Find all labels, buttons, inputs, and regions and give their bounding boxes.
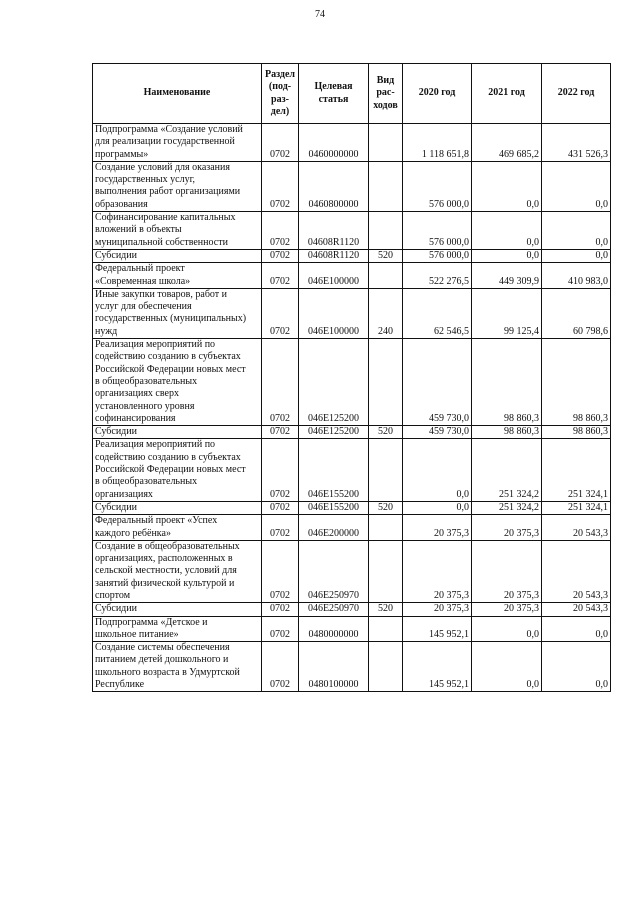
row-name-cell: Субсидии [93,426,262,439]
row-target-cell: 046E125200 [299,426,369,439]
row-name-cell: Федеральный проект «Успех каждого ребёнка» [93,515,262,541]
row-2021-cell: 0,0 [472,161,542,211]
row-2021-cell: 0,0 [472,642,542,692]
row-2021-cell: 98 860,3 [472,339,542,426]
row-name-cell: Федеральный проект «Современная школа» [93,263,262,289]
row-expense-type-cell [369,212,403,250]
row-2021-cell: 20 375,3 [472,540,542,602]
row-expense-type-cell: 520 [369,501,403,514]
row-section-cell: 0702 [262,124,299,162]
table-row [93,288,611,338]
row-2020-cell: 576 000,0 [403,249,472,262]
row-expense-type-cell [369,339,403,426]
row-section-cell: 0702 [262,439,299,501]
table-row [93,249,611,262]
row-2022-cell: 0,0 [542,161,611,211]
row-expense-type-cell [369,616,403,642]
row-section-cell: 0702 [262,426,299,439]
row-name-cell: Создание условий для оказания государственных услуг, выполнения работ организациями образования [93,161,262,211]
row-expense-type-cell [369,124,403,162]
row-name-cell: Реализация мероприятий по содействию созданию в субъектах Российской Федерации новых мест в общеобразовательных организациях сверх установленного уровня софинансирования [93,339,262,426]
row-name-cell: Субсидии [93,501,262,514]
row-expense-type-cell: 520 [369,603,403,616]
row-target-cell: 046E155200 [299,501,369,514]
table-row [93,515,611,541]
row-2021-cell: 449 309,9 [472,263,542,289]
row-expense-type-cell [369,540,403,602]
row-2021-cell: 0,0 [472,212,542,250]
row-expense-type-cell [369,439,403,501]
row-2022-cell: 0,0 [542,249,611,262]
row-target-cell: 046E200000 [299,515,369,541]
row-2022-cell: 431 526,3 [542,124,611,162]
row-2022-cell: 0,0 [542,642,611,692]
row-2020-cell: 459 730,0 [403,339,472,426]
row-2020-cell: 0,0 [403,501,472,514]
table-row [93,603,611,616]
row-2020-cell: 576 000,0 [403,161,472,211]
table-row [93,439,611,501]
row-name-cell: Софинансирование капитальных вложений в объекты муниципальной собственности [93,212,262,250]
row-2022-cell: 98 860,3 [542,426,611,439]
header-2020: 2020 год [403,64,472,124]
table-row [93,501,611,514]
header-row [93,64,611,124]
row-2020-cell: 20 375,3 [403,540,472,602]
page-number: 74 [315,9,325,20]
row-target-cell: 046E155200 [299,439,369,501]
row-section-cell: 0702 [262,616,299,642]
row-section-cell: 0702 [262,249,299,262]
row-2021-cell: 251 324,2 [472,439,542,501]
row-section-cell: 0702 [262,339,299,426]
row-2020-cell: 0,0 [403,439,472,501]
row-expense-type-cell: 520 [369,426,403,439]
row-target-cell: 046E100000 [299,263,369,289]
row-section-cell: 0702 [262,501,299,514]
header-name: Наименование [93,64,262,124]
row-2020-cell: 20 375,3 [403,603,472,616]
table-row [93,124,611,162]
row-target-cell: 046E125200 [299,339,369,426]
row-2022-cell: 0,0 [542,212,611,250]
table-row [93,263,611,289]
row-expense-type-cell [369,642,403,692]
row-name-cell: Реализация мероприятий по содействию созданию в субъектах Российской Федерации новых мест в общеобразовательных организациях [93,439,262,501]
header-2021: 2021 год [472,64,542,124]
row-section-cell: 0702 [262,515,299,541]
row-expense-type-cell [369,263,403,289]
budget-table [92,63,611,692]
row-2022-cell: 20 543,3 [542,603,611,616]
row-2021-cell: 99 125,4 [472,288,542,338]
row-2022-cell: 251 324,1 [542,439,611,501]
row-2022-cell: 20 543,3 [542,515,611,541]
header-2022: 2022 год [542,64,611,124]
row-2022-cell: 410 983,0 [542,263,611,289]
row-2020-cell: 145 952,1 [403,642,472,692]
header-expense-type: Вид рас- ходов [369,64,403,124]
row-target-cell: 04608R1120 [299,249,369,262]
row-2020-cell: 1 118 651,8 [403,124,472,162]
row-2020-cell: 576 000,0 [403,212,472,250]
header-section: Раздел (под- раз- дел) [262,64,299,124]
table-row [93,642,611,692]
table-row [93,339,611,426]
row-2020-cell: 20 375,3 [403,515,472,541]
table-row [93,426,611,439]
row-name-cell: Создание в общеобразовательных организациях, расположенных в сельской местности, условий для занятий физической культурой и спортом [93,540,262,602]
row-2021-cell: 20 375,3 [472,515,542,541]
row-name-cell: Иные закупки товаров, работ и услуг для обеспечения государственных (муниципальных) нужд [93,288,262,338]
table-row [93,616,611,642]
row-name-cell: Субсидии [93,603,262,616]
row-target-cell: 0460800000 [299,161,369,211]
row-name-cell: Подпрограмма «Детское и школьное питание» [93,616,262,642]
row-2020-cell: 62 546,5 [403,288,472,338]
row-2021-cell: 469 685,2 [472,124,542,162]
row-target-cell: 04608R1120 [299,212,369,250]
row-2022-cell: 20 543,3 [542,540,611,602]
row-2022-cell: 0,0 [542,616,611,642]
row-section-cell: 0702 [262,212,299,250]
row-2020-cell: 145 952,1 [403,616,472,642]
row-target-cell: 0480100000 [299,642,369,692]
row-target-cell: 0480000000 [299,616,369,642]
row-2020-cell: 459 730,0 [403,426,472,439]
row-2021-cell: 0,0 [472,616,542,642]
row-target-cell: 046E250970 [299,540,369,602]
row-target-cell: 046E250970 [299,603,369,616]
table-row [93,540,611,602]
row-section-cell: 0702 [262,603,299,616]
row-section-cell: 0702 [262,161,299,211]
table-body [93,124,611,692]
row-section-cell: 0702 [262,263,299,289]
row-2021-cell: 0,0 [472,249,542,262]
row-2021-cell: 20 375,3 [472,603,542,616]
row-target-cell: 0460000000 [299,124,369,162]
row-2020-cell: 522 276,5 [403,263,472,289]
row-section-cell: 0702 [262,288,299,338]
row-section-cell: 0702 [262,540,299,602]
row-name-cell: Субсидии [93,249,262,262]
row-2021-cell: 98 860,3 [472,426,542,439]
row-2022-cell: 98 860,3 [542,339,611,426]
row-2021-cell: 251 324,2 [472,501,542,514]
header-target: Целевая статья [299,64,369,124]
row-2022-cell: 251 324,1 [542,501,611,514]
row-expense-type-cell: 520 [369,249,403,262]
row-name-cell: Подпрограмма «Создание условий для реализации государственной программы» [93,124,262,162]
row-section-cell: 0702 [262,642,299,692]
table-row [93,212,611,250]
row-target-cell: 046E100000 [299,288,369,338]
row-2022-cell: 60 798,6 [542,288,611,338]
table-row [93,161,611,211]
row-expense-type-cell [369,515,403,541]
row-expense-type-cell [369,161,403,211]
row-name-cell: Создание системы обеспечения питанием детей дошкольного и школьного возраста в Удмуртской Республике [93,642,262,692]
row-expense-type-cell: 240 [369,288,403,338]
